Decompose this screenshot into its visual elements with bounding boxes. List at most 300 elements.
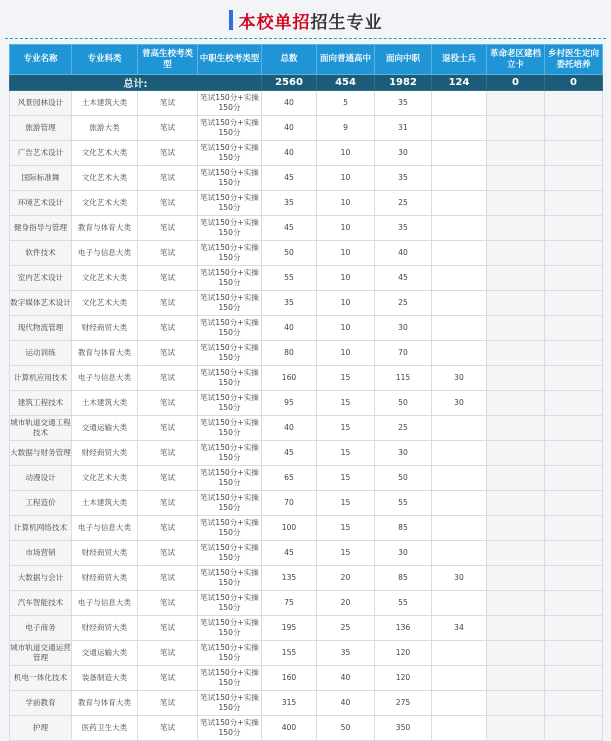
table-cell: 30 xyxy=(432,566,487,591)
table-cell: 笔试 xyxy=(138,666,198,691)
table-cell xyxy=(487,291,545,316)
table-cell xyxy=(487,716,545,741)
table-cell: 室内艺术设计 xyxy=(10,266,72,291)
table-cell: 城市轨道交通工程技术 xyxy=(10,416,72,441)
table-cell: 笔试 xyxy=(138,416,198,441)
table-cell xyxy=(545,391,603,416)
table-cell: 15 xyxy=(317,366,375,391)
table-cell xyxy=(432,416,487,441)
table-cell: 35 xyxy=(375,91,432,116)
table-cell xyxy=(487,341,545,366)
table-cell xyxy=(487,441,545,466)
table-cell: 机电一体化技术 xyxy=(10,666,72,691)
column-header: 普高生校考类型 xyxy=(138,45,198,75)
table-cell: 160 xyxy=(262,666,317,691)
table-cell: 65 xyxy=(262,466,317,491)
total-value: 0 xyxy=(487,75,545,91)
table-cell: 155 xyxy=(262,641,317,666)
table-cell: 装备制造大类 xyxy=(72,666,138,691)
table-cell xyxy=(432,191,487,216)
table-cell: 45 xyxy=(262,441,317,466)
table-cell xyxy=(545,691,603,716)
table-cell xyxy=(545,166,603,191)
title-rest: 招生专业 xyxy=(310,12,383,33)
table-cell xyxy=(487,691,545,716)
table-cell xyxy=(545,366,603,391)
table-cell: 笔试150分+实操150分 xyxy=(198,191,262,216)
table-cell: 笔试150分+实操150分 xyxy=(198,491,262,516)
table-cell: 笔试 xyxy=(138,641,198,666)
table-cell: 财经商贸大类 xyxy=(72,616,138,641)
table-cell: 40 xyxy=(317,691,375,716)
table-cell: 笔试150分+实操150分 xyxy=(198,541,262,566)
table-cell: 70 xyxy=(262,491,317,516)
table-cell xyxy=(487,391,545,416)
table-cell: 30 xyxy=(375,316,432,341)
table-cell: 85 xyxy=(375,516,432,541)
table-cell xyxy=(487,491,545,516)
table-cell: 环境艺术设计 xyxy=(10,191,72,216)
table-cell xyxy=(545,291,603,316)
table-cell: 笔试 xyxy=(138,591,198,616)
column-header: 面向中职 xyxy=(375,45,432,75)
table-cell xyxy=(545,616,603,641)
table-cell: 建筑工程技术 xyxy=(10,391,72,416)
table-cell: 笔试150分+实操150分 xyxy=(198,91,262,116)
table-cell: 315 xyxy=(262,691,317,716)
table-cell: 笔试150分+实操150分 xyxy=(198,366,262,391)
table-row xyxy=(10,291,603,316)
table-cell: 275 xyxy=(375,691,432,716)
table-cell: 55 xyxy=(262,266,317,291)
table-cell: 汽车智能技术 xyxy=(10,591,72,616)
table-cell: 电子与信息大类 xyxy=(72,366,138,391)
table-cell: 护理 xyxy=(10,716,72,741)
table-row xyxy=(10,641,603,666)
table-cell: 40 xyxy=(262,116,317,141)
table-cell: 笔试 xyxy=(138,166,198,191)
table-cell: 15 xyxy=(317,516,375,541)
table-cell: 笔试150分+实操150分 xyxy=(198,291,262,316)
table-cell: 笔试 xyxy=(138,716,198,741)
table-cell: 健身指导与管理 xyxy=(10,216,72,241)
table-cell: 34 xyxy=(432,616,487,641)
table-row xyxy=(10,516,603,541)
table-cell xyxy=(545,516,603,541)
table-cell: 笔试 xyxy=(138,341,198,366)
table-cell: 财经商贸大类 xyxy=(72,566,138,591)
total-value: 454 xyxy=(317,75,375,91)
table-cell: 10 xyxy=(317,316,375,341)
table-cell: 笔试 xyxy=(138,266,198,291)
table-cell xyxy=(545,441,603,466)
table-cell: 笔试 xyxy=(138,616,198,641)
table-cell: 10 xyxy=(317,266,375,291)
table-cell xyxy=(545,116,603,141)
table-cell xyxy=(432,216,487,241)
table-cell xyxy=(545,241,603,266)
table-cell: 旅游管理 xyxy=(10,116,72,141)
table-cell: 31 xyxy=(375,116,432,141)
table-cell: 电子与信息大类 xyxy=(72,516,138,541)
table-cell: 旅游大类 xyxy=(72,116,138,141)
table-cell xyxy=(487,116,545,141)
table-cell: 15 xyxy=(317,541,375,566)
table-cell: 45 xyxy=(375,266,432,291)
table-cell xyxy=(545,266,603,291)
column-header: 退役士兵 xyxy=(432,45,487,75)
table-cell: 文化艺术大类 xyxy=(72,466,138,491)
column-header: 乡村医生定向委托培养 xyxy=(545,45,603,75)
table-cell: 45 xyxy=(262,541,317,566)
table-cell xyxy=(432,166,487,191)
table-cell: 10 xyxy=(317,341,375,366)
table-cell xyxy=(545,566,603,591)
table-cell: 15 xyxy=(317,441,375,466)
table-cell: 笔试150分+实操150分 xyxy=(198,216,262,241)
table-cell: 40 xyxy=(262,91,317,116)
table-row xyxy=(10,466,603,491)
table-cell: 教育与体育大类 xyxy=(72,691,138,716)
table-cell: 笔试150分+实操150分 xyxy=(198,116,262,141)
table-cell xyxy=(487,91,545,116)
table-cell xyxy=(545,216,603,241)
table-cell: 笔试150分+实操150分 xyxy=(198,666,262,691)
table-cell: 文化艺术大类 xyxy=(72,291,138,316)
table-cell: 笔试150分+实操150分 xyxy=(198,266,262,291)
title-accent-bar xyxy=(229,10,233,30)
table-cell: 10 xyxy=(317,141,375,166)
table-cell: 文化艺术大类 xyxy=(72,266,138,291)
table-cell: 10 xyxy=(317,241,375,266)
table-cell: 350 xyxy=(375,716,432,741)
table-cell: 400 xyxy=(262,716,317,741)
table-row xyxy=(10,166,603,191)
total-value: 1982 xyxy=(375,75,432,91)
table-cell: 国际标准舞 xyxy=(10,166,72,191)
table-cell: 115 xyxy=(375,366,432,391)
table-row xyxy=(10,316,603,341)
table-cell: 30 xyxy=(432,366,487,391)
table-cell xyxy=(487,641,545,666)
table-cell: 30 xyxy=(375,141,432,166)
table-cell xyxy=(432,516,487,541)
table-cell: 35 xyxy=(317,641,375,666)
table-row xyxy=(10,666,603,691)
total-value: 124 xyxy=(432,75,487,91)
table-cell: 土木建筑大类 xyxy=(72,491,138,516)
table-cell xyxy=(545,666,603,691)
table-cell xyxy=(432,241,487,266)
table-cell: 文化艺术大类 xyxy=(72,141,138,166)
table-cell xyxy=(432,491,487,516)
table-cell: 136 xyxy=(375,616,432,641)
table-cell: 文化艺术大类 xyxy=(72,166,138,191)
table-cell xyxy=(545,641,603,666)
table-cell: 财经商贸大类 xyxy=(72,441,138,466)
table-cell xyxy=(487,516,545,541)
table-cell: 35 xyxy=(375,216,432,241)
table-row xyxy=(10,91,603,116)
table-row xyxy=(10,416,603,441)
table-cell: 计算机应用技术 xyxy=(10,366,72,391)
table-cell xyxy=(545,416,603,441)
table-cell: 35 xyxy=(262,291,317,316)
table-cell: 笔试 xyxy=(138,191,198,216)
table-row xyxy=(10,191,603,216)
table-cell: 10 xyxy=(317,166,375,191)
table-cell xyxy=(432,441,487,466)
total-value: 2560 xyxy=(262,75,317,91)
table-cell: 笔试150分+实操150分 xyxy=(198,166,262,191)
table-cell: 40 xyxy=(262,141,317,166)
table-cell: 50 xyxy=(262,241,317,266)
table-cell: 工程造价 xyxy=(10,491,72,516)
table-cell: 45 xyxy=(262,216,317,241)
table-cell: 学前教育 xyxy=(10,691,72,716)
table-cell: 笔试 xyxy=(138,491,198,516)
table-cell: 135 xyxy=(262,566,317,591)
table-cell: 笔试150分+实操150分 xyxy=(198,591,262,616)
table-cell: 教育与体育大类 xyxy=(72,216,138,241)
table-row xyxy=(10,341,603,366)
table-cell: 笔试 xyxy=(138,466,198,491)
table-cell: 40 xyxy=(375,241,432,266)
table-cell xyxy=(487,666,545,691)
table-cell: 5 xyxy=(317,91,375,116)
table-cell: 120 xyxy=(375,666,432,691)
table-cell: 风景园林设计 xyxy=(10,91,72,116)
table-cell: 35 xyxy=(375,166,432,191)
column-header: 中职生校考类型 xyxy=(198,45,262,75)
table-cell: 30 xyxy=(375,441,432,466)
table-cell: 医药卫生大类 xyxy=(72,716,138,741)
table-cell: 15 xyxy=(317,466,375,491)
table-cell: 笔试 xyxy=(138,91,198,116)
table-cell xyxy=(432,116,487,141)
table-cell: 运动训练 xyxy=(10,341,72,366)
table-cell: 市场营销 xyxy=(10,541,72,566)
table-cell: 50 xyxy=(375,466,432,491)
table-cell: 20 xyxy=(317,566,375,591)
table-cell: 40 xyxy=(262,416,317,441)
table-cell: 大数据与会计 xyxy=(10,566,72,591)
table-cell: 笔试150分+实操150分 xyxy=(198,241,262,266)
table-row xyxy=(10,566,603,591)
header-row xyxy=(10,45,603,75)
table-cell: 文化艺术大类 xyxy=(72,191,138,216)
table-cell xyxy=(432,641,487,666)
table-cell: 笔试 xyxy=(138,566,198,591)
table-cell: 9 xyxy=(317,116,375,141)
table-cell xyxy=(545,716,603,741)
table-cell: 40 xyxy=(262,316,317,341)
table-cell: 95 xyxy=(262,391,317,416)
table-row xyxy=(10,591,603,616)
table-cell: 笔试 xyxy=(138,366,198,391)
table-cell: 交通运输大类 xyxy=(72,416,138,441)
table-cell: 笔试 xyxy=(138,216,198,241)
table-row xyxy=(10,391,603,416)
table-row xyxy=(10,491,603,516)
table-cell: 25 xyxy=(375,291,432,316)
enrollment-table xyxy=(9,44,603,741)
table-cell: 动漫设计 xyxy=(10,466,72,491)
table-cell xyxy=(487,466,545,491)
table-cell: 笔试 xyxy=(138,241,198,266)
table-cell: 交通运输大类 xyxy=(72,641,138,666)
table-cell xyxy=(432,716,487,741)
table-cell: 笔试 xyxy=(138,291,198,316)
table-cell xyxy=(432,91,487,116)
table-cell xyxy=(432,141,487,166)
table-cell: 笔试 xyxy=(138,116,198,141)
table-cell xyxy=(545,141,603,166)
table-cell: 70 xyxy=(375,341,432,366)
table-cell: 15 xyxy=(317,416,375,441)
table-row xyxy=(10,266,603,291)
table-cell: 15 xyxy=(317,391,375,416)
page-header xyxy=(0,0,611,40)
table-cell: 笔试150分+实操150分 xyxy=(198,616,262,641)
table-cell: 75 xyxy=(262,591,317,616)
table-cell xyxy=(487,191,545,216)
table-cell xyxy=(545,466,603,491)
table-cell: 笔试150分+实操150分 xyxy=(198,691,262,716)
table-cell: 笔试150分+实操150分 xyxy=(198,566,262,591)
table-row xyxy=(10,716,603,741)
table-cell: 25 xyxy=(375,191,432,216)
table-cell: 笔试150分+实操150分 xyxy=(198,516,262,541)
table-cell: 笔试150分+实操150分 xyxy=(198,441,262,466)
table-cell xyxy=(487,566,545,591)
table-cell: 笔试 xyxy=(138,391,198,416)
table-cell: 195 xyxy=(262,616,317,641)
column-header: 专业科类 xyxy=(72,45,138,75)
table-cell xyxy=(545,316,603,341)
table-cell: 笔试150分+实操150分 xyxy=(198,316,262,341)
table-row xyxy=(10,541,603,566)
table-cell: 笔试150分+实操150分 xyxy=(198,391,262,416)
table-cell: 笔试 xyxy=(138,141,198,166)
table-cell: 笔试 xyxy=(138,516,198,541)
table-cell: 25 xyxy=(375,416,432,441)
table-cell xyxy=(487,316,545,341)
table-cell xyxy=(487,616,545,641)
table-cell: 数字媒体艺术设计 xyxy=(10,291,72,316)
table-cell: 120 xyxy=(375,641,432,666)
table-cell xyxy=(432,316,487,341)
total-row xyxy=(10,75,603,91)
table-cell xyxy=(432,591,487,616)
table-cell: 80 xyxy=(262,341,317,366)
table-cell xyxy=(545,91,603,116)
table-cell xyxy=(487,141,545,166)
table-cell: 笔试150分+实操150分 xyxy=(198,341,262,366)
column-header: 面向普通高中 xyxy=(317,45,375,75)
table-cell xyxy=(545,341,603,366)
table-cell: 笔试150分+实操150分 xyxy=(198,641,262,666)
table-cell xyxy=(487,541,545,566)
table-row xyxy=(10,366,603,391)
table-cell: 电子商务 xyxy=(10,616,72,641)
table-cell xyxy=(432,466,487,491)
table-cell xyxy=(432,266,487,291)
title-divider xyxy=(5,38,606,39)
table-cell: 现代物流管理 xyxy=(10,316,72,341)
table-cell: 财经商贸大类 xyxy=(72,541,138,566)
table-cell xyxy=(487,241,545,266)
column-header: 专业名称 xyxy=(10,45,72,75)
table-cell xyxy=(545,491,603,516)
table-cell: 电子与信息大类 xyxy=(72,591,138,616)
table-cell: 40 xyxy=(317,666,375,691)
table-cell xyxy=(487,216,545,241)
table-cell: 广告艺术设计 xyxy=(10,141,72,166)
table-row xyxy=(10,616,603,641)
table-cell xyxy=(432,291,487,316)
table-cell: 笔试150分+实操150分 xyxy=(198,141,262,166)
table-cell: 笔试 xyxy=(138,441,198,466)
table-cell: 10 xyxy=(317,191,375,216)
table-cell: 计算机网络技术 xyxy=(10,516,72,541)
table-cell: 30 xyxy=(432,391,487,416)
table-row xyxy=(10,241,603,266)
table-cell xyxy=(432,541,487,566)
total-label: 总计: xyxy=(10,75,262,91)
table-cell: 50 xyxy=(375,391,432,416)
table-cell xyxy=(432,341,487,366)
table-cell: 10 xyxy=(317,216,375,241)
table-row xyxy=(10,441,603,466)
table-row xyxy=(10,116,603,141)
table-cell: 50 xyxy=(317,716,375,741)
table-cell: 25 xyxy=(317,616,375,641)
table-row xyxy=(10,141,603,166)
table-cell xyxy=(432,666,487,691)
table-cell: 30 xyxy=(375,541,432,566)
column-header: 总数 xyxy=(262,45,317,75)
table-cell: 35 xyxy=(262,191,317,216)
table-cell xyxy=(487,166,545,191)
table-cell: 财经商贸大类 xyxy=(72,316,138,341)
table-row xyxy=(10,691,603,716)
table-cell: 笔试 xyxy=(138,541,198,566)
table-cell: 55 xyxy=(375,491,432,516)
table-cell xyxy=(545,191,603,216)
table-cell: 笔试 xyxy=(138,316,198,341)
title-highlight: 本校单招 xyxy=(238,12,311,33)
table-cell xyxy=(487,366,545,391)
table-cell xyxy=(487,591,545,616)
table-cell: 软件技术 xyxy=(10,241,72,266)
table-cell xyxy=(487,266,545,291)
table-cell: 160 xyxy=(262,366,317,391)
table-cell: 土木建筑大类 xyxy=(72,391,138,416)
table-cell: 笔试150分+实操150分 xyxy=(198,466,262,491)
table-body xyxy=(10,91,603,741)
table-cell xyxy=(545,591,603,616)
column-header: 革命老区建档立卡 xyxy=(487,45,545,75)
total-value: 0 xyxy=(545,75,603,91)
table-cell: 10 xyxy=(317,291,375,316)
table-row xyxy=(10,216,603,241)
table-cell: 笔试 xyxy=(138,691,198,716)
table-cell: 教育与体育大类 xyxy=(72,341,138,366)
page-title xyxy=(239,8,383,33)
table-cell xyxy=(545,541,603,566)
table-cell: 85 xyxy=(375,566,432,591)
